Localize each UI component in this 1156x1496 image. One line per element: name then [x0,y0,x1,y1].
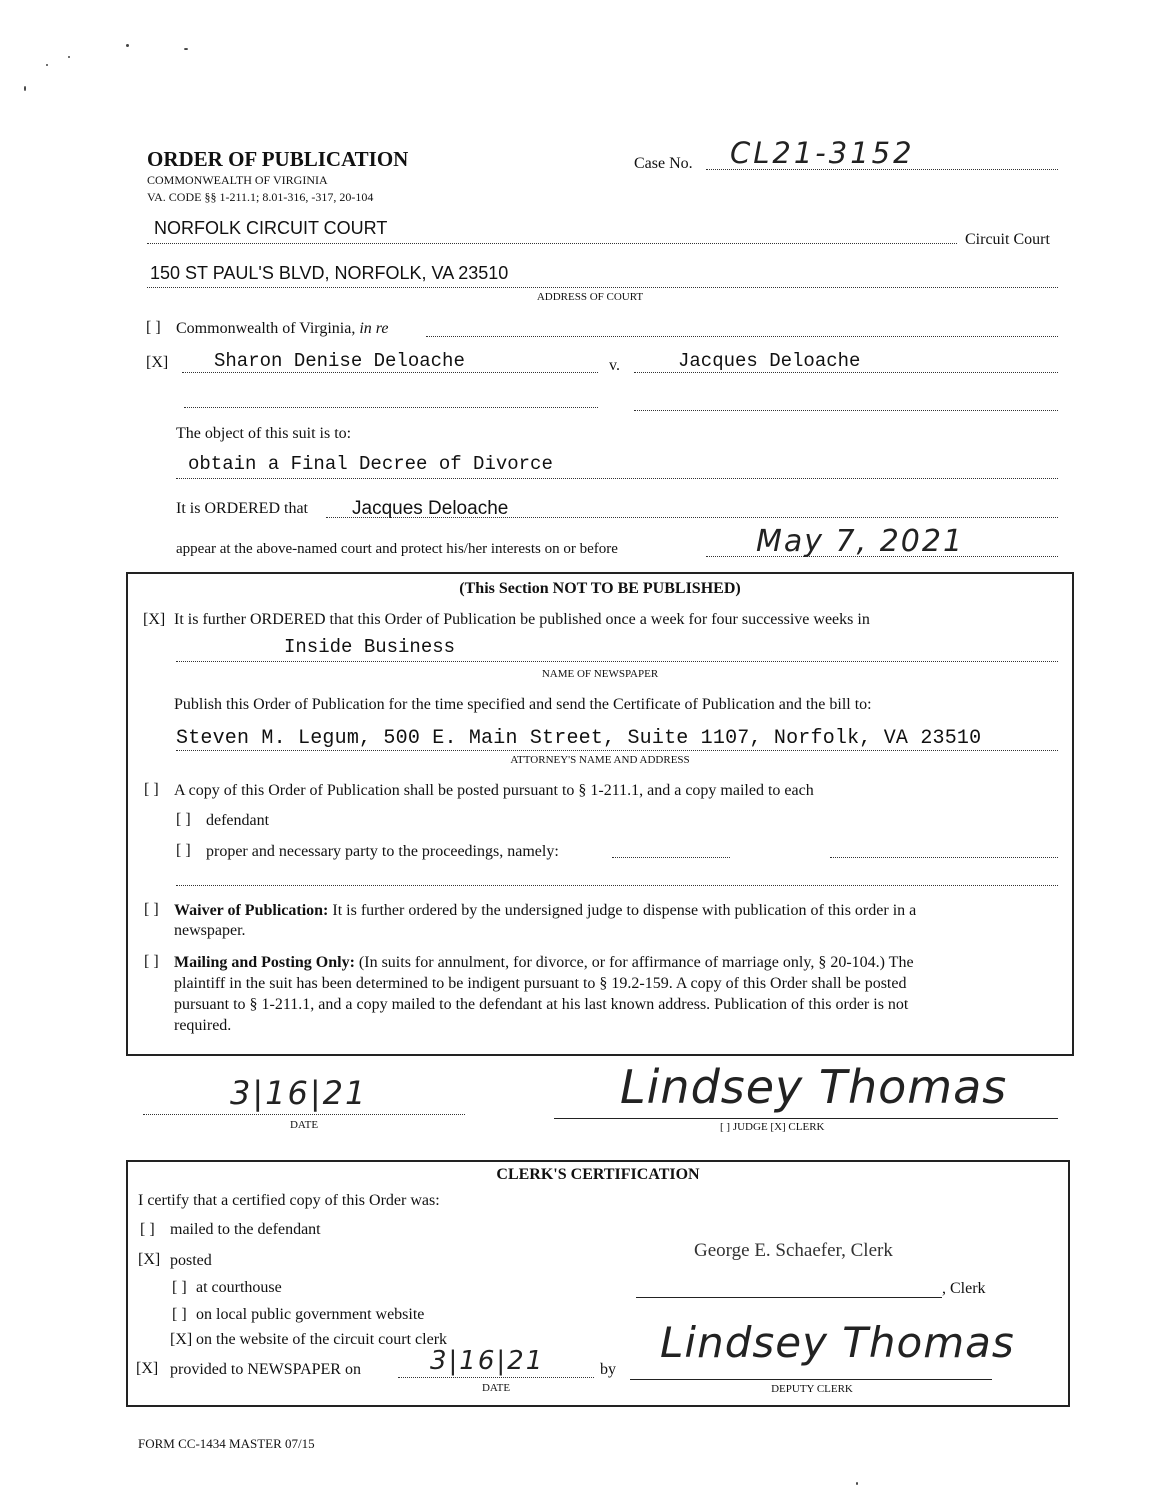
attorney-address: Steven M. Legum, 500 E. Main Street, Suite 1107, Norfolk, VA 23510 [176,727,982,750]
courthouse-option: at courthouse [196,1279,282,1296]
newspaper-checkbox[interactable]: [X] [136,1360,159,1377]
attorney-line [176,750,1058,751]
case-number: CL21-3152 [730,136,915,170]
address-caption: ADDRESS OF COURT [536,291,644,303]
ordered-label: It is ORDERED that [176,500,308,517]
waiver-title: Waiver of Publication: [174,902,329,919]
scan-speck [46,64,48,66]
clerk-signature: Lindsey Thomas [620,1060,1008,1114]
unpublished-heading: (This Section NOT TO BE PUBLISHED) [459,580,741,597]
clerk-website-option: on the website of the circuit court clerk [196,1331,448,1348]
signature-date-line [143,1114,465,1115]
certification-heading: CLERK'S CERTIFICATION [496,1166,700,1183]
scan-speck [184,48,188,50]
clerk-name-line [636,1297,942,1298]
waiver-text-2: newspaper. [174,922,246,939]
defendant-line [634,372,1058,373]
object-line [176,478,1058,479]
newspaper-caption: NAME OF NEWSPAPER [541,668,659,680]
mailing-line-4: required. [174,1017,232,1034]
clerk-website-checkbox[interactable]: [X] [170,1331,193,1348]
header-subtitle: COMMONWEALTH OF VIRGINIA [147,173,328,187]
defendant-option: defendant [206,812,270,829]
header-code: VA. CODE §§ 1-211.1; 8.01-316, -317, 20-104 [147,190,374,204]
clerk-name: George E. Schaefer, Clerk [694,1240,893,1261]
newspaper-name: Inside Business [284,636,456,658]
defendant-line-2 [634,410,1058,411]
mailed-checkbox[interactable]: [ ] [140,1221,155,1238]
courthouse-checkbox[interactable]: [ ] [172,1279,187,1296]
copy-text: A copy of this Order of Publication shall be posted pursuant to § 1-211.1, and a copy mailed to each [174,782,814,799]
party-line-a [612,857,730,858]
deputy-signature-line [630,1379,992,1380]
provided-option: provided to NEWSPAPER on [170,1361,361,1378]
waiver-text: It is further ordered by the undersigned judge to dispense with publication of this order in a [332,902,917,919]
plaintiff-line [182,372,598,373]
mailing-paragraph [174,954,914,972]
mailing-checkbox[interactable]: [ ] [144,953,159,970]
newspaper-line [176,661,1058,662]
court-name: NORFOLK CIRCUIT COURT [154,218,388,238]
object-label: The object of this suit is to: [176,425,352,442]
certification-intro: I certify that a certified copy of this Order was: [138,1192,440,1209]
versus-label: v. [609,357,620,374]
mailing-title: Mailing and Posting Only: [174,954,355,971]
deputy-signature: Lindsey Thomas [660,1318,1015,1367]
defendant-checkbox[interactable]: [ ] [176,811,191,828]
signature-date: 3|16|21 [230,1074,368,1112]
appear-text: appear at the above-named court and protect his/her interests on or before [176,541,618,557]
mailing-line-1: (In suits for annulment, for divorce, or for affirmance of marriage only, § 20-104.) The [358,954,914,971]
signature-line [554,1118,1058,1119]
scan-speck [856,1482,858,1485]
court-name-line [147,243,957,244]
deputy-caption: DEPUTY CLERK [771,1383,853,1395]
posted-checkbox[interactable]: [X] [138,1251,161,1268]
signature-date-caption: DATE [289,1119,319,1131]
scan-speck [126,44,129,47]
in-re-text: in re [359,320,389,337]
posted-option: posted [170,1252,212,1269]
commonwealth-checkbox[interactable]: [ ] [146,319,161,336]
attorney-caption: ATTORNEY'S NAME AND ADDRESS [510,754,690,766]
mailed-option: mailed to the defendant [170,1221,321,1238]
appear-date: May 7, 2021 [756,524,965,559]
party-checkbox[interactable]: [X] [146,354,169,371]
defendant-name: Jacques Deloache [678,350,861,372]
case-label: Case No. [634,155,693,172]
scan-speck [24,86,26,91]
plaintiff-line-2 [184,407,598,408]
form-id: FORM CC-1434 MASTER 07/15 [138,1436,315,1451]
object-value: obtain a Final Decree of Divorce [188,453,553,475]
publish-text: It is further ORDERED that this Order of Publication be published once a week for four successive weeks in [174,611,870,628]
commonwealth-text: Commonwealth of Virginia, [176,320,356,337]
court-address-line [147,287,1058,288]
plaintiff-name: Sharon Denise Deloache [214,350,465,372]
by-label: by [600,1361,616,1378]
party-line-2 [176,885,1058,886]
court-address: 150 ST PAUL'S BLVD, NORFOLK, VA 23510 [150,263,509,283]
waiver-paragraph [174,902,916,920]
court-suffix: Circuit Court [965,231,1050,248]
ordered-name: Jacques Deloache [352,498,509,519]
local-website-option: on local public government website [196,1306,425,1323]
scan-speck [68,56,70,58]
send-text: Publish this Order of Publication for the time specified and send the Certificate of Publication and the bill to: [174,696,872,713]
commonwealth-line [426,336,1058,337]
mailing-line-3: pursuant to § 1-211.1, and a copy mailed to the defendant at his last known address. Publication of this order is not [174,996,909,1013]
mailing-line-2: plaintiff in the suit has been determined to be indigent pursuant to § 19.2-159. A copy of this Order shall be posted [174,975,907,992]
provided-date-line [398,1377,594,1378]
party-option: proper and necessary party to the proceedings, namely: [206,843,559,860]
party-line-b [830,857,1058,858]
clerk-suffix: , Clerk [942,1280,986,1297]
provided-date-caption: DATE [481,1382,511,1394]
commonwealth-label [176,320,389,338]
page-title: ORDER OF PUBLICATION [147,147,409,171]
provided-date: 3|16|21 [430,1346,545,1376]
publish-checkbox[interactable]: [X] [143,611,166,628]
copy-checkbox[interactable]: [ ] [144,781,159,798]
local-website-checkbox[interactable]: [ ] [172,1306,187,1323]
party-option-checkbox[interactable]: [ ] [176,842,191,859]
waiver-checkbox[interactable]: [ ] [144,901,159,918]
signature-role: [ ] JUDGE [X] CLERK [720,1121,825,1133]
